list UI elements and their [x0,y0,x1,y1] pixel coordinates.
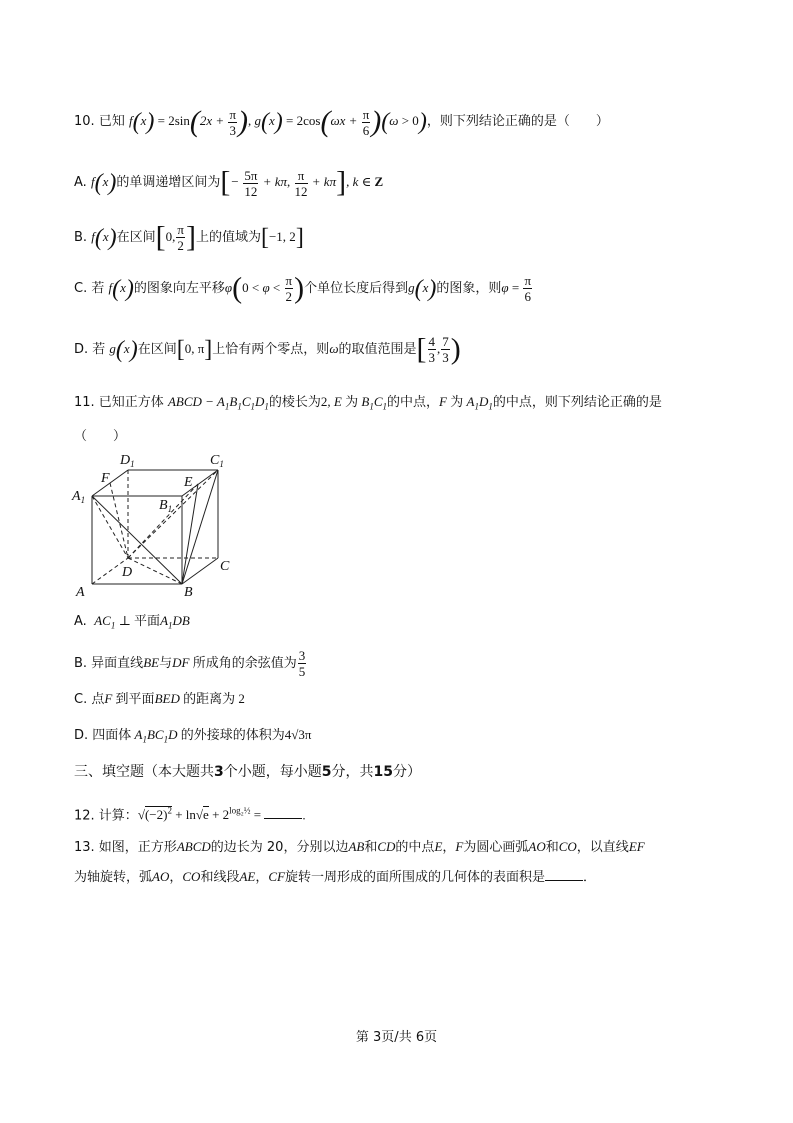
label-E: E [184,475,193,490]
q10-option-c-text2: 个单位长度后得到 [304,281,409,296]
q11-stem: 11. 已知正方体 ABCD − $A_1B_1C_1D_1$的棱长为2, E 为 $B_1C_1$的中点，F 为 $A_1D_1$的中点，则下列结论正确的是 [74,394,662,412]
q10-option-d-label: D. 若 [74,342,106,357]
q11-option-b-label: B. 异面直线 [74,656,144,671]
q10-option-d-text3: 的取值范围是 [338,342,417,357]
label-C: C [220,559,230,574]
q12: 12. 计算：$√(-2)^2 + \ln√e + 2^{log_2\frac{1}{2}}$ = . [74,806,306,824]
q10-option-a-label: A. [74,175,87,190]
label-A: A [76,585,85,600]
q11-option-a-text: 平面 [134,614,161,629]
section3-each: 5 [321,764,332,780]
q13-answer-blank[interactable] [545,868,583,881]
section3-title [74,760,421,784]
q11-t2: 为 [345,395,359,410]
q10-stem [74,100,609,142]
q11-option-c: C. 点F 到平面BED 的距离为 2 [74,691,245,707]
q10-option-b-text1: 在区间 [116,230,156,245]
q11-option-d-text: 的外接球的体积为 [180,728,285,743]
q10-option-a-text: 的单调递增区间为 [116,175,221,190]
q13-line1-a: 13. 如图，正方形 [74,840,177,855]
q13-line1-e: ， [442,840,456,855]
q10-option-b-text2: 上的值域为 [195,230,261,245]
q10-number: 10. [74,114,99,129]
section3-title-b: 个小题，每小题 [223,764,322,780]
q11-option-a: A. $AC_1$ ⊥ 平面$A_1DB$ [74,613,190,631]
q13-line2: 为轴旋转，弧AO，CO和线段AE，CF旋转一周形成的面所围成的几何体的表面积是 ． [74,869,597,885]
q13-line2-e: 旋转一周形成的面所围成的几何体的表面积是 [284,870,545,885]
q12-answer-blank[interactable] [264,806,302,819]
label-B1: $B_1$ [159,498,173,514]
q10-option-c-label: C. 若 [74,281,105,296]
q12-label: 12. 计算： [74,808,138,824]
section3-count: 3 [214,764,224,780]
q11-option-c-label: C. 点 [74,692,105,707]
line-EB [182,484,198,584]
label-C1: $C_1$ [210,453,224,469]
q11-option-d-label: D. 四面体 [74,728,132,743]
label-B: B [184,585,193,600]
q13-line1-f: 为圆心画弧 [463,840,529,855]
q10-option-b-label: B. [74,230,88,245]
q13-line1-b: 的边长为 20，分别以边 [210,840,349,855]
label-F: F [101,471,110,486]
q13-line1-g: 和 [545,840,559,855]
q11-t5: 的中点，则下列结论正确的是 [492,395,662,410]
q11-option-a-label: A. [74,614,87,629]
q11-paren: （ ） [74,429,127,444]
hidden-DB [128,558,182,584]
q11-edge: 2 [320,394,328,409]
q13-line2-f: ． [583,870,597,885]
q10-option-c-text1: 的图象向左平移 [133,281,225,296]
section3-title-d: 分） [392,764,421,780]
cube-figure [70,452,240,600]
q10-stem-suffix: ，则下列结论正确的是（ ） [426,114,609,129]
q11-t3: 的中点， [387,395,440,410]
q13-line2-b: ， [169,870,183,885]
q10-formula: f(x) = 2sin(2x + $\frac{\pi}{3}$ ), g(x) = 2cos(ωx + $\frac{\pi}{6}$ )(ω > 0) [128,105,427,139]
q11-option-c-text1: 到平面 [115,692,155,707]
hidden-A1D [92,496,128,558]
q11-number: 11. 已知正方体 [74,395,164,410]
section3-title-c: 分，共 [331,764,374,780]
q11-option-c-text2: 的距离为 [183,692,236,707]
q13-line2-a: 为轴旋转，弧 [74,870,153,885]
section3-total: 15 [373,764,393,780]
q13-line1-d: 的中点 [395,840,435,855]
q13-line1-c: 和 [364,840,378,855]
q11-option-c-value: 2 [238,691,245,706]
q10-option-c-text3: 的图象，则 [436,281,502,296]
q11-option-b-text2: 所成角的余弦值为 [192,656,297,671]
label-A1: $A_1$ [72,489,86,505]
q10-option-c: C. 若 f(x)的图象向左平移φ(0 < φ < $\frac{\pi}{2}$ )个单位长度后得到g(x)的图象，则φ = $\frac{\pi}{6}$ [74,271,532,305]
q11-t1: 的棱长为 [268,395,321,410]
q11-option-b: B. 异面直线BE与DF 所成角的余弦值为 $\frac{3}{5}$ [74,648,306,679]
q11-t4: 为 [450,395,464,410]
hidden-FD [110,483,128,558]
section3-title-a: 三、填空题（本大题共 [74,764,214,780]
q10-option-d-text2: 上恰有两个零点，则 [212,342,330,357]
edge-BC [182,558,218,584]
q10-stem-prefix: 已知 [98,114,125,129]
q13-line2-d: ， [255,870,269,885]
q10-option-d: D. 若 g(x)在区间[0, π]上恰有两个零点，则ω的取值范围是[ $\frac{4}{3}$ , $\frac{7}{3}$ ) [74,332,461,366]
q11-option-b-text1: 与 [159,656,173,671]
label-D: D [122,565,133,580]
q10-option-b: B. f(x)在区间[0, $\frac{\pi}{2}$ ]上的值域为[−1, 2] [74,220,304,254]
q13-line1: 13. 如图，正方形ABCD的边长为 20，分别以边AB和CD的中点E，F为圆心画弧AO和CO，以直线EF [74,839,645,855]
q13-line2-c: 和线段 [200,870,240,885]
q10-option-a: A. f(x)的单调递增区间为[− $\frac{5\pi}{12}$ + kπ, $\frac{\pi}{12}$ + kπ], k ∈ Z [74,165,384,199]
q11-option-d: D. 四面体 $A_1BC_1D$ 的外接球的体积为4√3π [74,727,312,745]
q10-option-d-text1: 在区间 [137,342,177,357]
label-D1: $D_1$ [120,453,135,469]
page-footer: 第 3页/共 6页 [355,1030,438,1045]
q13-line1-h: ，以直线 [576,840,629,855]
